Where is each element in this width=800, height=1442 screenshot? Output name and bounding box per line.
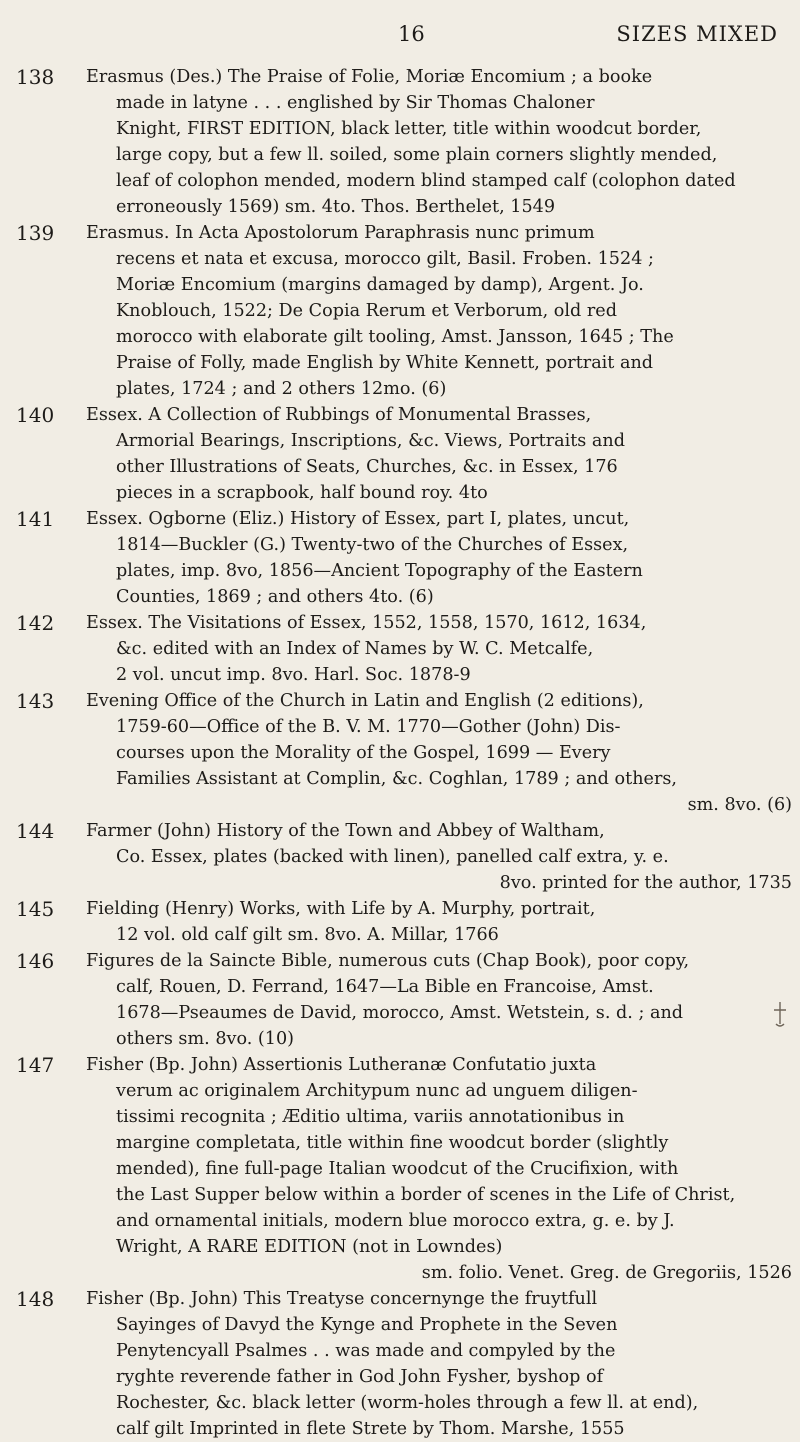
entry-line: margine completata, title within fine woodcut border (slightly bbox=[116, 1133, 669, 1153]
entry-text bbox=[86, 896, 792, 948]
entry-text bbox=[86, 506, 792, 610]
entry-line: ryghte reverende father in God John Fysher, byshop of bbox=[116, 1367, 604, 1387]
entry-line: 1759-60—Office of the B. V. M. 1770—Gother (John) Dis- bbox=[116, 717, 621, 737]
entry-line: Erasmus (Des.) The Praise of Folie, Moriæ Encomium ; a booke bbox=[86, 67, 653, 87]
entry-text bbox=[86, 610, 792, 688]
entry-line: mended), fine full-page Italian woodcut of the Crucifixion, with bbox=[116, 1159, 679, 1179]
entry-line: Praise of Folly, made English by White Kennett, portrait and bbox=[116, 353, 654, 373]
entry-line: Farmer (John) History of the Town and Abbey of Waltham, bbox=[86, 821, 605, 841]
entry-line: erroneously 1569) sm. 4to. Thos. Berthelet, 1549 bbox=[116, 197, 556, 217]
entry-line: Penytencyall Psalmes . . was made and compyled by the bbox=[116, 1341, 616, 1361]
entry-line: recens et nata et excusa, morocco gilt, Basil. Froben. 1524 ; bbox=[116, 249, 654, 269]
entry-line: morocco with elaborate gilt tooling, Amst. Jansson, 1645 ; The bbox=[116, 327, 674, 347]
entry-line: Essex. Ogborne (Eliz.) History of Essex, part I, plates, uncut, bbox=[86, 509, 630, 529]
entry-text bbox=[86, 64, 792, 220]
entry-line: Armorial Bearings, Inscriptions, &c. Views, Portraits and bbox=[116, 431, 626, 451]
lot-number: 139 bbox=[16, 221, 55, 245]
entry-text bbox=[86, 1286, 792, 1442]
entry-line: 2 vol. uncut imp. 8vo. Harl. Soc. 1878-9 bbox=[116, 665, 471, 685]
lot-number: 140 bbox=[16, 403, 55, 427]
lot-number: 144 bbox=[16, 819, 55, 843]
entry-text bbox=[86, 948, 792, 1052]
entry-line: Knight, FIRST EDITION, black letter, title within woodcut border, bbox=[116, 119, 702, 139]
entry-line: courses upon the Morality of the Gospel, 1699 — Every bbox=[116, 743, 611, 763]
entry-line: plates, 1724 ; and 2 others 12mo. (6) bbox=[116, 379, 447, 399]
page-number: 16 bbox=[398, 22, 425, 46]
entry-line: calf, Rouen, D. Ferrand, 1647—La Bible en Francoise, Amst. bbox=[116, 977, 654, 997]
entry-line: 12 vol. old calf gilt sm. 8vo. A. Millar, 1766 bbox=[116, 925, 499, 945]
entry-line: sm. folio. Venet. Greg. de Gregoriis, 1526 bbox=[421, 1263, 792, 1283]
entry-line: 8vo. printed for the author, 1735 bbox=[499, 873, 792, 893]
entry-line: other Illustrations of Seats, Churches, &c. in Essex, 176 bbox=[116, 457, 618, 477]
entry-line: large copy, but a few ll. soiled, some plain corners slightly mended, bbox=[116, 145, 718, 165]
entry-line: Figures de la Saincte Bible, numerous cuts (Chap Book), poor copy, bbox=[86, 951, 690, 971]
entry-line: Rochester, &c. black letter (worm-holes through a few ll. at end), bbox=[116, 1393, 699, 1413]
entry-line: the Last Supper below within a border of scenes in the Life of Christ, bbox=[116, 1185, 736, 1205]
entry-line: sm. 8vo. (6) bbox=[687, 795, 792, 815]
entry-line: others sm. 8vo. (10) bbox=[116, 1029, 295, 1049]
entry-line: calf gilt Imprinted in flete Strete by Thom. Marshe, 1555 bbox=[116, 1419, 625, 1439]
entry-line: Counties, 1869 ; and others 4to. (6) bbox=[116, 587, 434, 607]
lot-number: 138 bbox=[16, 65, 55, 89]
entry-line: tissimi recognita ; Æditio ultima, variis annotationibus in bbox=[116, 1107, 625, 1127]
entry-line: &c. edited with an Index of Names by W. C. Metcalfe, bbox=[116, 639, 594, 659]
lot-number: 147 bbox=[16, 1053, 55, 1077]
lot-number: 148 bbox=[16, 1287, 55, 1311]
entry-line: Moriæ Encomium (margins damaged by damp), Argent. Jo. bbox=[116, 275, 644, 295]
entry-text bbox=[86, 688, 792, 818]
entry-line: Fisher (Bp. John) This Treatyse concernynge the fruytfull bbox=[86, 1289, 598, 1309]
running-head: SIZES MIXED bbox=[616, 22, 778, 46]
entry-line: plates, imp. 8vo, 1856—Ancient Topography of the Eastern bbox=[116, 561, 643, 581]
lot-number: 143 bbox=[16, 689, 55, 713]
lot-number: 141 bbox=[16, 507, 55, 531]
entry-line: 1678—Pseaumes de David, morocco, Amst. Wetstein, s. d. ; and bbox=[116, 1003, 684, 1023]
entry-line: Co. Essex, plates (backed with linen), panelled calf extra, y. e. bbox=[116, 847, 669, 867]
entry-text bbox=[86, 220, 792, 402]
entry-text bbox=[86, 1052, 792, 1286]
entry-line: Knoblouch, 1522; De Copia Rerum et Verborum, old red bbox=[116, 301, 617, 321]
entry-line: leaf of colophon mended, modern blind stamped calf (colophon dated bbox=[116, 171, 736, 191]
page-header bbox=[0, 22, 800, 56]
margin-mark bbox=[770, 1000, 790, 1030]
entry-line: made in latyne . . . englished by Sir Thomas Chaloner bbox=[116, 93, 595, 113]
lot-number: 145 bbox=[16, 897, 55, 921]
lot-number: 142 bbox=[16, 611, 55, 635]
entry-line: Families Assistant at Complin, &c. Coghlan, 1789 ; and others, bbox=[116, 769, 677, 789]
lot-number: 146 bbox=[16, 949, 55, 973]
entry-line: pieces in a scrapbook, half bound roy. 4to bbox=[116, 483, 488, 503]
entry-line: Evening Office of the Church in Latin and English (2 editions), bbox=[86, 691, 644, 711]
entry-line: Wright, A RARE EDITION (not in Lowndes) bbox=[116, 1237, 503, 1257]
entry-line: Essex. The Visitations of Essex, 1552, 1558, 1570, 1612, 1634, bbox=[86, 613, 647, 633]
entry-line: Fielding (Henry) Works, with Life by A. Murphy, portrait, bbox=[86, 899, 596, 919]
entry-line: Erasmus. In Acta Apostolorum Paraphrasis nunc primum bbox=[86, 223, 595, 243]
entry-line: Sayinges of Davyd the Kynge and Prophete in the Seven bbox=[116, 1315, 618, 1335]
entry-line: Essex. A Collection of Rubbings of Monumental Brasses, bbox=[86, 405, 592, 425]
entry-line: and ornamental initials, modern blue morocco extra, g. e. by J. bbox=[116, 1211, 675, 1231]
entry-text bbox=[86, 402, 792, 506]
entry-line: Fisher (Bp. John) Assertionis Lutheranæ Confutatio juxta bbox=[86, 1055, 597, 1075]
entry-line: verum ac originalem Architypum nunc ad unguem diligen- bbox=[116, 1081, 638, 1101]
entry-line: 1814—Buckler (G.) Twenty-two of the Churches of Essex, bbox=[116, 535, 629, 555]
entry-text bbox=[86, 818, 792, 896]
